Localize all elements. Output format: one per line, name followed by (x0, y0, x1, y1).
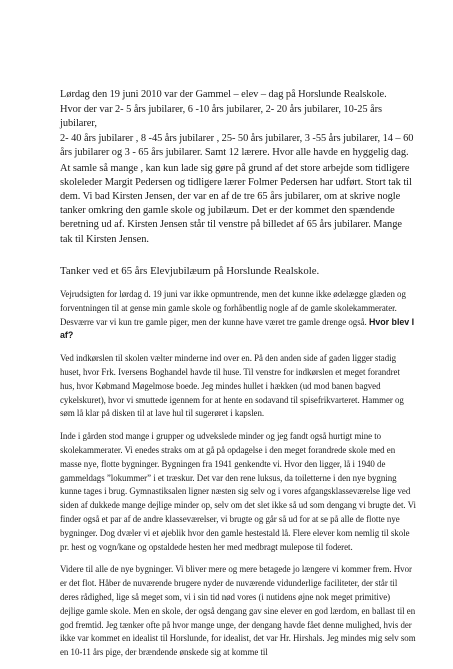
article-body (60, 288, 416, 669)
article-paragraph-4: Videre til alle de nye bygninger. Vi bliver mere og mere betagede jo længere vi kommer frem. Hvor er det flot. Håber de nuværende brugere nyder de nuværende vidunderlige faciliteter, der står til deres rådighed, lige så meget som, vi i sin tid nød vores (i nutidens øjne nok meget primitive) dejlige gamle skole. Men en skole, der også dengang gav sine elever en god lærdom, en ballast til en god fremtid. Jeg tænker ofte på hvor mange unge, der dengang havde fået denne mulighed, hvis der ikke var kommet en idealist til Horslunde, for idealist, det var Hr. Hirshals. Jeg mindes mig selv som en 10-11 års pige, der brændende ønskede sig at komme til (60, 564, 416, 658)
intro-paragraph-date: Lørdag den 19 juni 2010 var der Gammel – elev – dag på Horslunde Realskole. (60, 89, 387, 100)
article-paragraph-1 (60, 288, 416, 343)
article-paragraph-1-text: Vejrudsigten for lørdag d. 19 juni var ikke opmuntrende, men det kunne ikke ødelægge glæden og forventningen til at gense min gamle skole og forhåbentlig nogle af de gamle skolekammerater. Desværre var vi kun tre gamle piger, men der kunne have været tre gamle drenge også. (60, 289, 406, 327)
article-heading: Tanker ved et 65 års Elevjubilæum på Horslunde Realskole. (60, 265, 320, 277)
intro-paragraph-jubilarer: Hvor der var 2- 5 års jubilarer, 6 -10 års jubilarer, 2- 20 års jubilarer, 10-25 års jubilarer, (60, 103, 383, 129)
article-paragraph-2: Ved indkørslen til skolen vælter minderne ind over en. På den anden side af gaden ligger stadig huset, hvor Frk. Iversens Boghandel havde til huse. Til venstre for indkørslen et meget forandret hus, hvor Købmand Møgelmose boede. Jeg mindes hullet i hækken (ud mod banen bagved cykelskuret), hvor vi smuttede igennem for at hente en sodavand til spisefrikvarteret. Hammer og søm lå klar på disken til at lave hul til sugerøret i kapslen. (60, 353, 404, 419)
article-paragraph-1-question: Hvor blev I af? (60, 316, 415, 341)
intro-paragraph-thanks: At samle så mange , kan kun lade sig gøre på grund af det store arbejde som tidligere skoleleder Margit Pedersen og tidligere lærer Folmer Pedersen har udført. Stort tak til dem. Vi bad Kirsten Jensen, der var en af de tre 65 års jubilarer, om at skrive nogle tanker omkring den gamle skole og jubilæum. Det er der kommet den spændende beretning ud af. Kirsten Jensen står til venstre på billedet af 65 års jubilarer. Mange tak til Kirsten Jensen. (60, 162, 412, 245)
intro-paragraph-jubilarer-cont: 2- 40 års jubilarer , 8 -45 års jubilarer , 25- 50 års jubilarer, 3 -55 års jubilarer, 14 – 60 års jubilarer og 3 - 65 års jubilarer. Samt 12 lærere. Hvor alle havde en hyggelig dag. (60, 133, 414, 159)
article-paragraph-3: Inde i gården stod mange i grupper og udvekslede minder og jeg fandt også hurtigt mine to skolekammerater. Vi enedes straks om at gå på opdagelse i den meget forandrede skole med en masse nye, flotte bygninger. Bygningen fra 1941 genkendte vi. Hvor den ligger, lå i 1940 de gammeldags ”lokummer” i et træskur. Det var den rene luksus, da toiletterne i den nye bygning kunne tages i brug. Gymnastiksalen ligner næsten sig selv og i vores afgangsklasseværelse lige ved siden af dukkede mange dejlige minder op, selv om det slet ikke så ud som dengang vi brugte det. Vi finder også et par af de andre klasseværelser, vi brugte og går så ud for at se på alle de flotte nye bygninger. Dog dvæler vi et øjeblik hvor den gamle hestestald lå. Flere elever kom nemlig til skole pr. hest og vogn/kane og opstaldede hesten her med medbragt mulepose til foderet. (60, 431, 416, 552)
intro-section (60, 88, 416, 247)
